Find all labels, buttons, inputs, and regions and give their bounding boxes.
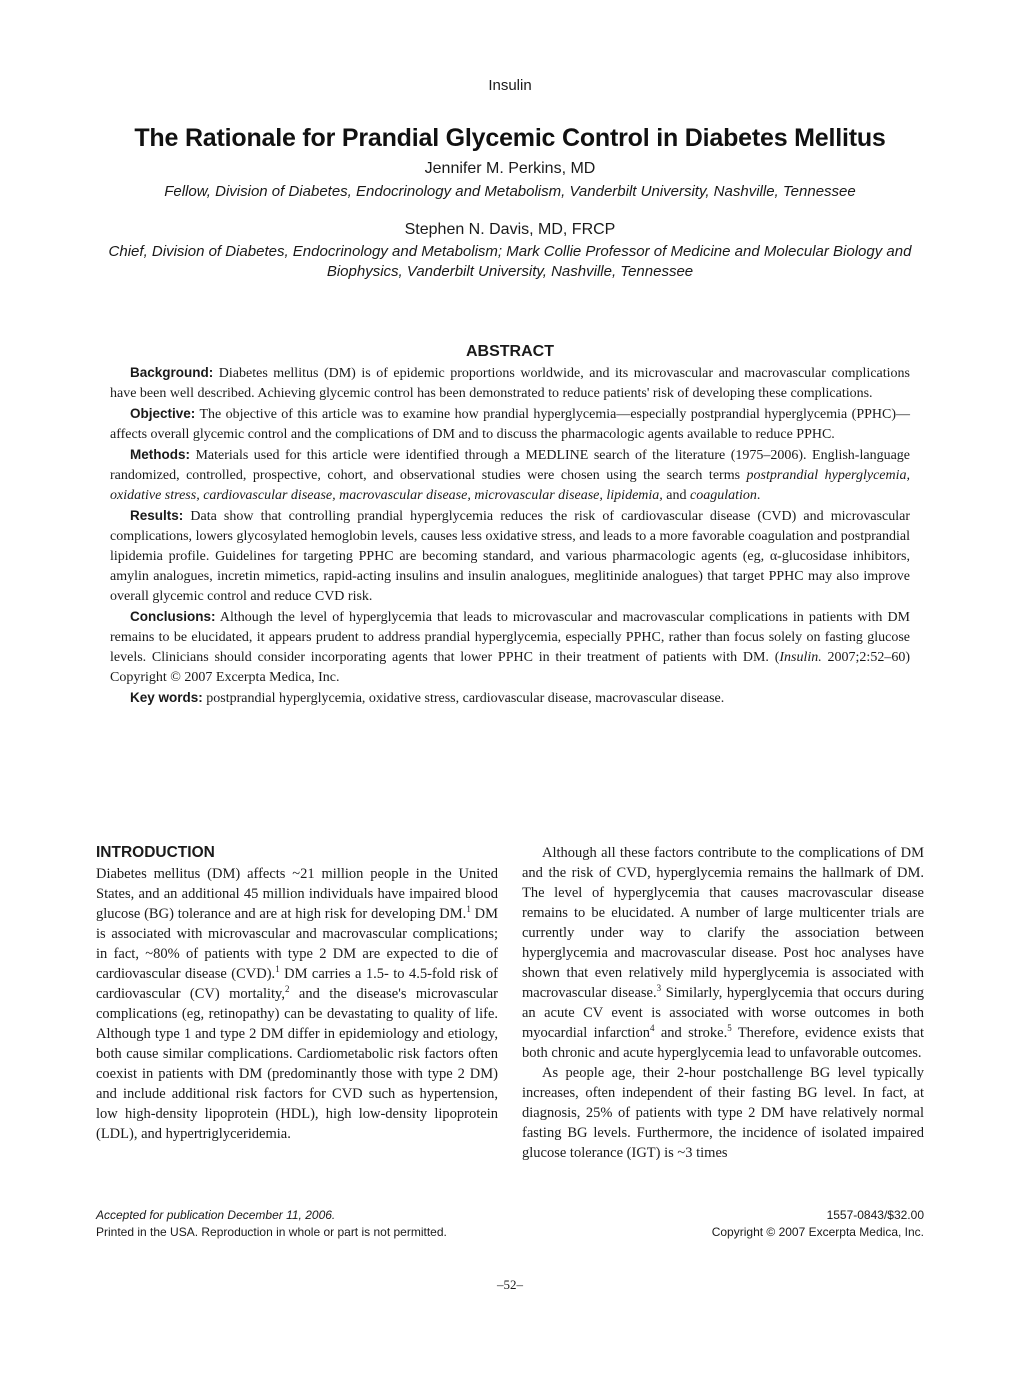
abstract-heading: ABSTRACT [466, 343, 554, 360]
intro-p1-b: DM is associated with microvascular and macrovascular complications; in fact, ~80% of patients with type 2 DM are expected to die of cardiovascular disease (CVD). [96, 906, 498, 982]
intro-p1-a: Diabetes mellitus (DM) affects ~21 million people in the United States, and an additional 45 million individuals have impaired blood glucose (BG) tolerance and are at high risk for developing DM. [96, 866, 498, 922]
methods-text: Materials used for this article were identified through a MEDLINE search of the literature (1975–2006). English-language randomized, controlled, prospective, cohort, and observational studies were chosen using the search terms [110, 448, 910, 483]
introduction-heading: INTRODUCTION [96, 844, 215, 861]
results-text: Data show that controlling prandial hyperglycemia reduces the risk of cardiovascular disease (CVD) and microvascular complications, lowers glycosylated hemoglobin levels, causes less oxidative stress, and leads to a more favorable coagulation and postprandial lipidemia profile. Guidelines for targeting PPHC are becoming standard, and various pharmacologic agents (eg, α-glucosidase inhibitors, amylin analogues, incretin mimetics, rapid-acting insulins and insulin analogues, meglitinide analogues) that target PPHC may also improve overall glycemic control and reduce CVD risk. [110, 509, 910, 604]
objective-label: Objective: [130, 406, 196, 421]
ref-5: 5 [727, 1023, 732, 1034]
accepted-date: Accepted for publication December 11, 2006. [96, 1208, 336, 1222]
ref-2: 2 [284, 984, 290, 995]
article-title: The Rationale for Prandial Glycemic Control in Diabetes Mellitus [134, 124, 886, 152]
ref-4: 4 [649, 1023, 655, 1034]
citation-rest: 2007;2:52–60) Copyright © 2007 Excerpta Medica, Inc. [110, 650, 910, 685]
author-1-affiliation: Fellow, Division of Diabetes, Endocrinology and Metabolism, Vanderbilt University, Nashville, Tennessee [164, 183, 856, 200]
page-number: –52– [497, 1277, 523, 1292]
issn-price: 1557-0843/$32.00 [826, 1208, 924, 1222]
intro-paragraph-2 [522, 843, 924, 1063]
copyright: Copyright © 2007 Excerpta Medica, Inc. [711, 1225, 924, 1239]
author-1-name: Jennifer M. Perkins, MD [424, 160, 596, 177]
intro-p1-c: DM carries a 1.5- to 4.5-fold risk of cardiovascular (CV) mortality, [96, 966, 498, 1002]
intro-paragraph-3: As people age, their 2-hour postchallenge BG level typically increases, often independent of their fasting BG level. In fact, at diagnosis, 25% of patients with type 2 DM have relatively normal fasting BG levels. Furthermore, the incidence of isolated impaired glucose tolerance (IGT) is ~3 times [522, 1065, 924, 1161]
intro-paragraph-1 [96, 864, 498, 1144]
abstract-conclusions: Conclusions: Although the level of hyperglycemia that leads to microvascular and macrovascular complications in patients with DM remains to be elucidated, it appears prudent to address prandial hyperglycemia, especially PPHC, rather than focus solely on fasting glucose levels. Clinicians should consider incorporating agents that lower PPHC in their treatment of patients with DM. (Insulin. 2007;2:52–60) Copyright © 2007 Excerpta Medica, Inc. [110, 609, 910, 685]
footer-right [712, 1207, 924, 1241]
methods-last-term: coagulation [690, 488, 757, 503]
intro-p2-b: Similarly, hyperglycemia that occurs during an acute CV event is associated with worse outcomes in both myocardial infarction [522, 985, 924, 1041]
author-2-name: Stephen N. Davis, MD, FRCP [404, 221, 616, 238]
ref-1b: 1 [275, 964, 280, 975]
body-column-left [96, 843, 498, 1144]
background-text: Diabetes mellitus (DM) is of epidemic proportions worldwide, and its microvascular and macrovascular complications have been well described. Achieving glycemic control has been demonstrated to reduce patients' risk of developing these complications. [110, 366, 910, 401]
abstract-methods: Methods: Materials used for this article were identified through a MEDLINE search of the literature (1975–2006). English-language randomized, controlled, prospective, cohort, and observational studies were chosen using the search terms postprandial hyperglycemia, oxidative stress, cardiovascular disease, macrovascular disease, microvascular disease, lipidemia, and coagulation. [110, 447, 910, 503]
journal-name: Insulin [488, 77, 532, 94]
printed-notice: Printed in the USA. Reproduction in whole or part is not permitted. [96, 1225, 447, 1239]
abstract-objective [110, 404, 910, 445]
abstract-keywords [110, 688, 910, 709]
intro-p1-d: and the disease's microvascular complications (eg, retinopathy) can be devastating to quality of life. Although type 1 and type 2 DM differ in epidemiology and etiology, both cause similar complications. Cardiometabolic risk factors often coexist in patients with DM (predominantly those with type 2 DM) and include additional risk factors for CVD such as hypertension, low high-density lipoprotein (HDL), high low-density lipoprotein (LDL), and hypertriglyceridemia. [96, 986, 498, 1142]
keywords-label: Key words: [130, 690, 203, 705]
footer-left [96, 1207, 447, 1241]
results-label: Results: [130, 508, 184, 523]
body-column-right [522, 843, 924, 1163]
conclusions-label: Conclusions: [130, 609, 216, 624]
abstract-background [110, 363, 910, 404]
citation-journal: Insulin. [779, 650, 822, 665]
ref-3: 3 [656, 983, 662, 994]
intro-p2-a: Although all these factors contribute to the complications of DM and the risk of CVD, hyperglycemia remains the hallmark of DM. The level of hyperglycemia that causes macrovascular disease remains to be elucidated. A number of large multicenter trials are currently under way to clarify the association between hyperglycemia and macrovascular disease. Post hoc analyses have shown that even relatively mild hyperglycemia is associated with macrovascular disease. [522, 845, 924, 1001]
background-label: Background: [130, 365, 214, 380]
methods-and: and [666, 488, 687, 503]
intro-p2-d: Therefore, evidence exists that both chronic and acute hyperglycemia lead to unfavorable outcomes. [522, 1025, 925, 1061]
methods-label: Methods: [130, 447, 190, 462]
conclusions-text: Although the level of hyperglycemia that leads to microvascular and macrovascular complications in patients with DM remains to be elucidated, it appears prudent to address prandial hyperglycemia, especially PPHC, rather than focus solely on fasting glucose levels. Clinicians should consider incorporating agents that lower PPHC in their treatment of patients with DM. [110, 610, 910, 665]
author-2-affiliation: Chief, Division of Diabetes, Endocrinology and Metabolism; Mark Collie Professor of Medicine and Molecular Biology and Biophysics, Vanderbilt University, Nashville, Tennessee [108, 243, 912, 280]
abstract-results [110, 506, 910, 607]
abstract [110, 363, 910, 709]
intro-p2-c: and stroke. [660, 1025, 728, 1041]
methods-terms: postprandial hyperglycemia, oxidative stress, cardiovascular disease, macrovascular disease, microvascular disease, lipidemia, [110, 468, 910, 503]
ref-1: 1 [466, 904, 471, 915]
objective-text: The objective of this article was to examine how prandial hyperglycemia—especially postprandial hyperglycemia (PPHC)—affects overall glycemic control and the complications of DM and to discuss the pharmacologic agents available to reduce PPHC. [110, 407, 910, 442]
keywords-text: postprandial hyperglycemia, oxidative stress, cardiovascular disease, macrovascular disease. [206, 691, 725, 706]
